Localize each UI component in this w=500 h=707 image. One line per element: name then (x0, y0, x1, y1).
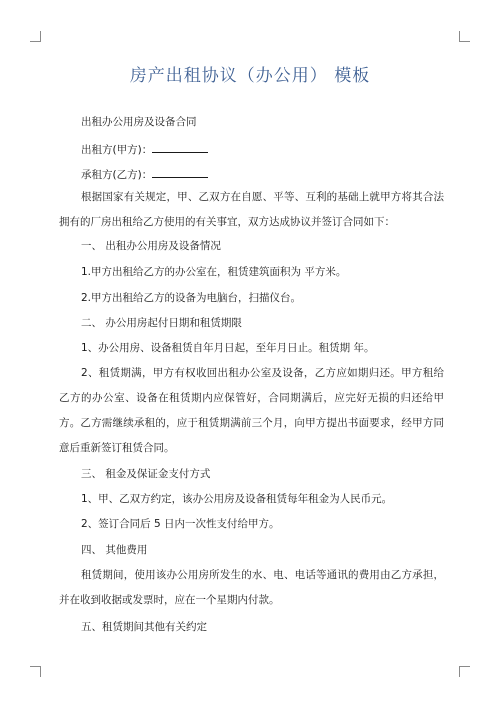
contract-subtitle: 出租办公用房及设备合同 (81, 116, 197, 128)
lessee-blank (152, 166, 208, 178)
section-1-heading: 一、 出租办公用房及设备情况 (81, 240, 221, 252)
lessor-line (81, 141, 208, 157)
lessor-label: 出租方(甲方)： (81, 144, 153, 156)
section-5-heading: 五、租赁期间其他有关约定 (81, 621, 207, 633)
lessee-label: 承租方(乙方)： (81, 169, 153, 181)
section-4-heading: 四、 其他费用 (81, 544, 148, 556)
crop-mark-top-left (30, 31, 41, 42)
lessor-blank (152, 141, 208, 153)
section-2-heading: 二、 办公用房起付日期和租赁期限 (81, 317, 242, 329)
section-2-item-2: 2、租赁期满，甲方有权收回出租办公室及设备，乙方应如期归还。甲方租给乙方的办公室、设备在租赁期内应保管好，合同期满后，应完好无损的归还给甲方。乙方需继续承租的，应于租赁期满前三个月，向甲方提出书面要求，经甲方同意后重新签订租赁合同。 (59, 367, 444, 454)
lessee-line (81, 166, 208, 182)
section-4-item-1: 租赁期间，使用该办公用房所发生的水、电、电话等通讯的费用由乙方承担，并在收到收据或发票时，应在一个星期内付款。 (59, 569, 444, 606)
section-1-item-1: 1.甲方出租给乙方的办公室在，租赁建筑面积为 平方米。 (81, 266, 347, 278)
preamble-paragraph: 根据国家有关规定，甲、乙双方在自愿、平等、互利的基础上就甲方将其合法拥有的厂房出租给乙方使用的有关事宜，双方达成协议并签订合同如下： (59, 191, 444, 228)
section-2-item-1: 1、办公用房、设备租赁自年月日起，至年月日止。租赁期 年。 (81, 342, 375, 354)
crop-mark-bottom-right (459, 666, 470, 677)
section-3-item-2: 2、签订合同后 5 日内一次性支付给甲方。 (81, 518, 280, 530)
crop-mark-bottom-left (30, 666, 41, 677)
section-3-heading: 三、 租金及保证金支付方式 (81, 468, 211, 480)
document-title: 房产出租协议（办公用） 模板 (129, 66, 371, 86)
crop-mark-top-right (459, 31, 470, 42)
section-1-item-2: 2.甲方出租给乙方的设备为电脑台，扫描仪台。 (81, 292, 302, 304)
section-3-item-1: 1、甲、乙双方约定，该办公用房及设备租赁每年租金为人民币元。 (81, 493, 393, 505)
